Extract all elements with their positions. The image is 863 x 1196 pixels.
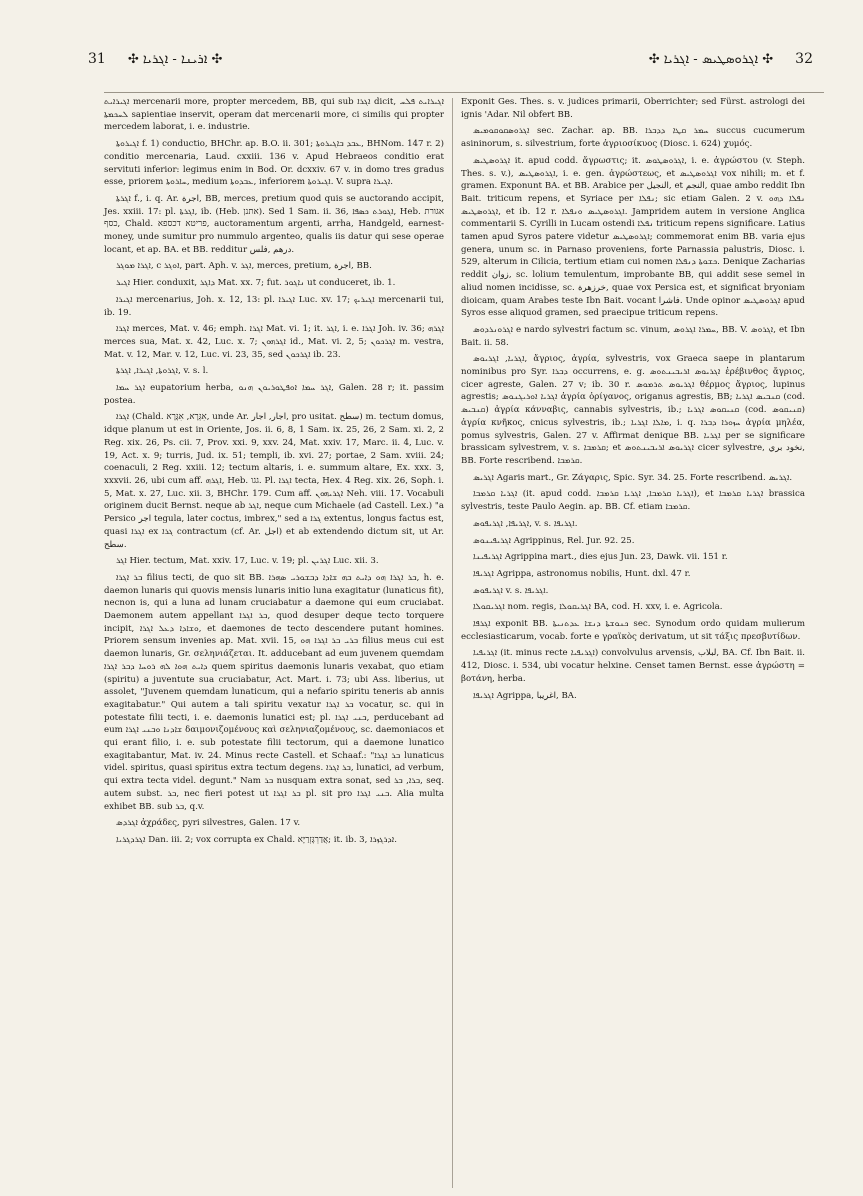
header-right [649,51,813,67]
entry-paragraph: Exponit Ges. Thes. s. v. judices primarii, Oberrichter; sed Fürst. astrologi dei ignis 'Adar. Nil obfert BB. [461,97,805,120]
entry-paragraph: ܐܓܝܪܐ mercenarius, Joh. x. 12, 13: pl. ܐܓܝܪܐ Luc. xv. 17; ܐܓܝܪܝܟ mercenarii tui, ib. 19. [104,294,445,318]
entry-paragraph: ܐܓܪܕܣ ἀχράδες, pyri silvestres, Galen. 17 v. [116,818,301,829]
entry-paragraph: ܐܓܝܪܐܝܬ mercenarii more, propter mercedem, BB, qui sub ܐܓܪܐ dicit, ܐܓܝܪܐܝܬ ܦܠܚ ܠܚܟܡܬܐ sapientiae inservit, operam dat mercenarii more, ci similis qui propter mercedem laborat, i. e. industrie. [104,97,444,133]
entry-paragraph: ܐܓܪ Hier. tectum, Mat. xxiv. 17, Luc. v. 19; pl. ܐܓܪܝܢ Luc. xii. 3. [116,556,379,567]
entry-paragraph: ܐܓܪܝܦܐ Agrippa, astronomus nobilis, Hunt. dxl. 47 r. [473,568,691,579]
entry-paragraph: ܐܓܪܘܢܪܕܘܣ e nardo sylvestri factum sc. vinum, ܚܡܪܐ ܐܓܪܘܣ, BB. V. ܐܓܪܘܣ, et Ibn Bait. ii. 58. [461,324,805,348]
entry-paragraph: ܐܓܪܘܬܐ, ܐܓܝܪܐ, ܐܓܪܬܐ, v. s. l. [116,366,209,377]
right-page-number: 32 [795,51,813,67]
left-page-number: 31 [88,51,106,67]
entry-paragraph: ܐܓܪ ܚܡܐ eupatorium herba, ܐܓܪ ܚܡܐ ܐܘܦܛܘܪܝܘܢ ܗܢܘ, Galen. 28 r; it. passim postea. [104,383,445,406]
entry-paragraph: ܐܓܪܝܐ, ܐܓܪܝܘܣ, ἄγριος, ἀγρία, sylvestris, vox Graeca saepe in plantarum nominibus pro Syr. ܕܒܪܐ occurrens, e. g. ܐܓܪܝܘܣ ܐܪܝܒܝܢܬܘܣ ἐρέβινθος ἄγριος, cicer agreste, Galen. 27 v; ib. 30 r. ܐܓܪܝܘܣ ܬܪܡܘܣ θέρμος ἄγριος, lupinus agrestis; ܐܓܪܝܐ ܐܘܪܝܓܢܘܣ ἀγρία ὀρίγανος, origanus agrestis, BB; ܩܢܒܝܣ ܐܓܪܝܐ (cod. ܩܢܒܝܣ) ἀγρία κάνναβις, cannabis sylvestris, ib.; ܩܢܝܩܘܣ ܐܓܪܝܐ (cod. ܩܢܝܩܘܣ) ἀγρία κνῆκος, cnicus sylvestris, ib.; ܡܐܠܐ ܐܓܪܝܐ, i. q. ܚܙܘܪܐ ܕܒܪܐ ἀγρία μηλέα, pomus sylvestris, Galen. 27 v. Affirmat denique BB. ܐܓܪܝܐ per se significare brassicam sylvestrem, v. s. ܩܪܡܒܐ; et ܐܓܪܝܘܣ ܐܪܝܒܝܢܬܘܣ cicer sylvestre, نخود بري, BB. Forte rescribend. ܩܪܡܒܐ. [461,354,806,466]
entry-paragraph: ܐܓܪܐ (Chald. אִגְּרָא, אִגָּרָא, unde Ar. اجار, اجار, pro usitat. سطح) m. tectum domus, idque planum ut est in Oriente, Jos. ii. 6, 8, 1 Sam. ix. 25, 26, 2 Sam. xi. 2, 2 Reg. xix. 26, Ps. cii. 7, Prov. xxi. 9, xxv. 24, Mat. xxiv. 17, Marc. ii. 4, Luc. v. 19, Act. x. 9; turris, Jud. ix. 51; templi, ib. xvi. 27; portae, 2 Sam. xviii. 24; coenaculi, 2 Reg. xxiii. 12; tectum altaris, i. e. summum altare, Ex. xxx. 3, xxxvii. 26, ubi cum aff. ܐܓܪܗ, Heb. גגו. Pl. ܐܓܪܐ tecta, Hex. 4 Reg. xix. 26, Soph. i. 5, Mat. x. 27, Luc. xii. 3, BHChr. 179. Cum aff. ܐܓܪܝܗܘܢ Neh. viii. 17. Vocabuli originem ducit Bernst. neque ab ܐܓܪ, neque cum Michaele (ad Castell. Lex.) "a Persico اجر tegula, later coctus, imbrex," sed a ܓܪܐ extentus, longus factus est, quasi ܐܓܪܐ ex ܓܪܐ contractum (cf. Ar. اجل) et ab extendendo dictum sit, ut Ar. سطح. [104,412,445,550]
page-header [88,46,813,72]
entry-paragraph: ܒܪ ܐܓܪܐ filius tecti, de quo sit BB. ܒܪ ܐܓܪܐ ܗܘ ܕܐܝܬ ܒܗ ܫܐܕܐ ܕܒܫܘܪܝ ܣܗܪܐ, h. e. daemon lunaris qui quovis mensis lunaris initio luna exagitatur (lunaticus fit), necnon is, qui a luna ad lunam cruciabatur a daemone qui eum cruciabat. Daemonem autem appellant ܒܪ ܐܓܪܐ, quod desuper deque tecto torquere incipit, ܘܫܐܕܐ ܕܥܠ ܐܓܪܐ, et daemones de tecto descendere putant homines. Priorem sensum invenies ap. Mat. xvii. 15, ܒܪܝ ܒܪ ܐܓܪܐ ܗܘ filius meus cui est daemon lunaris, Gr. σεληνιάζεται. It. adducebant ad eum juvenem quemdam ܕܐܝܬ ܗܘܐ ܠܗ ܪܘܚܐ ܕܒܪ ܐܓܪܐ quem spiritus daemonis lunaris vexabat, quo etiam (spiritu) a juventute sua cruciabatur, Act. Mart. i. 73; ubi Ass. liberius, ut assolet, "Juvenem quemdam lunaticum, qui a nefario spiritu teneris ab annis exagitabatur." Qui autem a tali spiritu vexatur ܒܪ ܐܓܪܐ vocatur, sc. qui in potestate filii tecti, i. e. daemonis lunatici est; pl. ܒܢܝ ܐܓܪܐ, perducebant ad eum ܫܐܕܢܐ ܘܒܢܝ ܐܓܪܐ δαιμονιζομένους καὶ σεληνιαζομένους, sc. daemoniacos et qui erant filio, i. e. sub potestate filii tectorum, qui a daemone lunatico exagitabantur, Mat. iv. 24. Minus recte Castell. et Schaaf.: "ܒܪ ܐܓܪܐ lunaticus videl. spiritus, quasi spiritus extra tectum degens. ܒܪ ܐܓܪܐ, lunatici, ad verbum, qui extra tecta videl. degunt." Nam ܒܪ nusquam extra sonat, sed ܒܪܐ, ܒܪ, seq. autem subst. ܒܪ, nec fieri potest ut ܒܪ ܐܓܪܐ pl. sit pro ܒܢܝ ܐܓܪܐ. Alia multa exhibet BB. sub ܒܪ, q.v. [104,572,445,812]
entry-paragraph: ܐܓܪܘܣܛܝܣ it. apud codd. ἄγρωστις; it. ܐܓܪܘܣܛܘܣ, i. e. ἀγρώστου (v. Steph. Thes. s. v.), ܐܓܪܘܣܛܝܣ, i. e. gen. ἀγρώστεως, et ܐܓܪܘܣܛܝܣ vox nihili; m. et f. gramen. Exponunt BA. et BB. Arabice per النجيل, et النجم, quae ambo reddit Ibn Bait. triticum repens, et Syriace per ܢܦܠܐ; sic etiam Galen. 2 v. ܢܦܠܐ ܕܗܘ ܐܓܪܘܣܛܝܣ, et ib. 12 r. ܐܓܪܘܣܛܝܣ ܘܢܦܠܐ. Jampridem autem in versione Anglica commentarii S. Cyrilli in Lucam ostendi ܢܦܠܐ triticum repens significare. Latius tamen apud Syros patere videtur ܐܓܪܘܣܛܝܣ; commemorat enim BB. varia ejus genera, unum sc. in Parnaso proveniens, forte Parnassia palustris, Diosc. i. 529, alterum in Cilicia, tertium etiam cui nomen ܟܫܘܬܐ ܕܢܦܠܐ. Denique Zacharias reddit زوان, sc. lolium temulentum, improbante BB, qui addit sese semel in aliud nomen incidisse, sc. خرزهرة, quae vox Persica est, et significat bryoniam dioicam, quam Arabes teste Ibn Bait. vocant فاشرا. Unde opinor ܐܓܪܘܣܛܝܣ apud Syros esse aliquod gramen, sed praecipue triticum repens. [461,155,806,319]
entry-paragraph: ܐܓܪܐ merces, Mat. v. 46; emph. ܐܓܪܐ Mat. vi. 1; it. ܐܓܪ, i. e. ܐܓܪܐ Joh. iv. 36; ܐܓܪܗ merces sua, Mat. x. 42, Luc. x. 7; ܐܓܪܗܘܢ id., Mat. vi. 2, 5; ܐܓܪܟܘܢ m. vestra, Mat. v. 12, Mar. v. 12, Luc. vi. 23, 35, sed ܐܓܪܟܘܢ ib. 23. [104,324,445,360]
right-column [461,96,805,706]
right-running-head: ✣ ܐܓܪܘܣܛܝܣ - ܐܓܪܝܐ ✣ [648,51,774,67]
entry-paragraph: ܐܓܪܝܩܘܠܐ nom. regis, ܐܓܪܝܩܘܠܐ BA, cod. H. xxv, i. e. Agricola. [473,602,723,613]
entry-paragraph: ܐܓܪܝܦܐ, ܐܓܪܝܦܘܣ, v. s. ܐܓܪܝܦܐ. [473,518,578,529]
entry-paragraph: ܐܓܪܘܣܩܘܩܘܡܝܣ sec. Zachar. ap. BB. ܚܡܪ ܩܛܐ ܕܕܒܪܐ succus cucumerum asininorum, s. silvestrium, forte ἀγριοσίκυος (Diosc. i. 624) χυμός. [461,126,805,150]
entry-paragraph: ܐܓܪܝܦܝܐ (it. minus recte ܐܓܪܝܦܝܐ) convolvulus arvensis, لبلاب, BA. Cf. Ibn Bait. ii. 412, Diosc. i. 534, ubi vocatur helxine. Censet tamen Bernst. esse ἀγρώστη = βοτάνη, herba. [461,648,806,684]
entry-paragraph: ܐܓܪܝܣ Agaris mart., Gr. Ζάγαρις, Spic. Syr. 34. 25. Forte rescribend. ܐܓܪܝܣ. [473,472,793,483]
left-running-head: ✣ ܐܪܝܢܐ - ܐܓܪܝܐ ✣ [127,51,223,67]
header-rule [104,92,824,93]
left-column [104,96,444,851]
entry-paragraph: ܐܓܪܐ ܡܘܓܪ, c ܐܘܓܪ, part. Aph. v. ܐܓܪ, merces, pretium, اجرة, BB. [116,261,372,272]
column-divider [452,98,453,1188]
entry-paragraph: ܐܓܪܬܐ f., i. q. Ar. اجرة, BB, merces, pretium quod quis se auctorando accipit, Jes. xxiii. 17: pl. ܐܓܪܬܐ, ib. (Heb. אתנן). Sed 1 Sam. ii. 36, ܐܓܘܪܬ ܟܣܦܐ, Heb. אגורת כסף, Chald. פריטא דכספא, auctoramentum argenti, arrha, Handgeld, earnest-money, unde sumitur pro nummulo argenteo, qualis iis datur qui sese operae locant, et ap. BA. et BB. redditur درهم ,فلس. [104,193,444,255]
entry-paragraph: ܐܓܪܦܐ exponit BB. ܟܢܘܫܬܐ ܕܢܫܐ ܥܕܬܢܝܬܐ sec. Synodum ordo quidam mulierum ecclesiasticarum, vocab. forte e γραϊκὸς derivatum, ut sit τάξις πρεσβυτίδων. [461,619,805,642]
entry-paragraph: ܐܓܝܪ Hier. conduxit, ܕܐܓܪ Mat. xx. 7; fut. ܢܐܓܘܪ ut conduceret, ib. 1. [116,278,396,289]
header-left [88,51,222,67]
entry-paragraph: ܐܓܪܝܐ ܩܪܡܒܐ (it. apud codd. ܐܓܪܝܐ ܩܪܡܒܐ, ܐܓܪܝܐ ܩܪܡܒܐ), et ܐܓܪܝܐ ܩܪܡܒܐ brassica sylvestris, teste Paulo Aegin. ap. BB. Cf. etiam ܩܪܡܒܐ. [461,489,805,513]
entry-paragraph: ܐܓܪܝܦܝܢܘܣ Agrippinus, Rel. Jur. 92. 25. [473,535,635,546]
entry-paragraph: ܐܓܪܝܦܝܢܐ Agrippina mart., dies ejus Jun. 23, Dawk. vii. 151 r. [473,552,728,563]
entry-paragraph: ܐܓܪܕܓܪܝܐ Dan. iii. 2; vox corrupta ex Chald. אֲדַרְגָּזְרַיָּא; it. ib. 3, ܐܕܪܓܙܪܐ. [116,834,397,845]
entry-paragraph: ܐܓܪܝܦܘܣ v. s. ܐܓܪܝܦܐ. [473,585,549,596]
entry-paragraph: ܐܓܪܝܦܐ Agrippa, اغريبا, BA. [473,690,577,701]
entry-paragraph: ܐܓܝܪܘܬܐ f. 1) conductio, BHChr. ap. B.O. ii. 301; ܥܒܕ ܒܐܓܝܪܘܬܐ, BHNom. 147 r. 2) conditio mercenaria, Laud. cxxiii. 136 v. Apud Hebraeos conditio erat servituti inferior: legimus enim in Bod. Or. dcxxiv. 67 v. in domo tres gradus esse, priorem ܚܐܪܘܬܐ, medium ܥܒܕܘܬܐ, inferiorem ܐܓܝܪܘܬܐ. V. supra ܐܓܝܪܐ. [104,139,444,188]
